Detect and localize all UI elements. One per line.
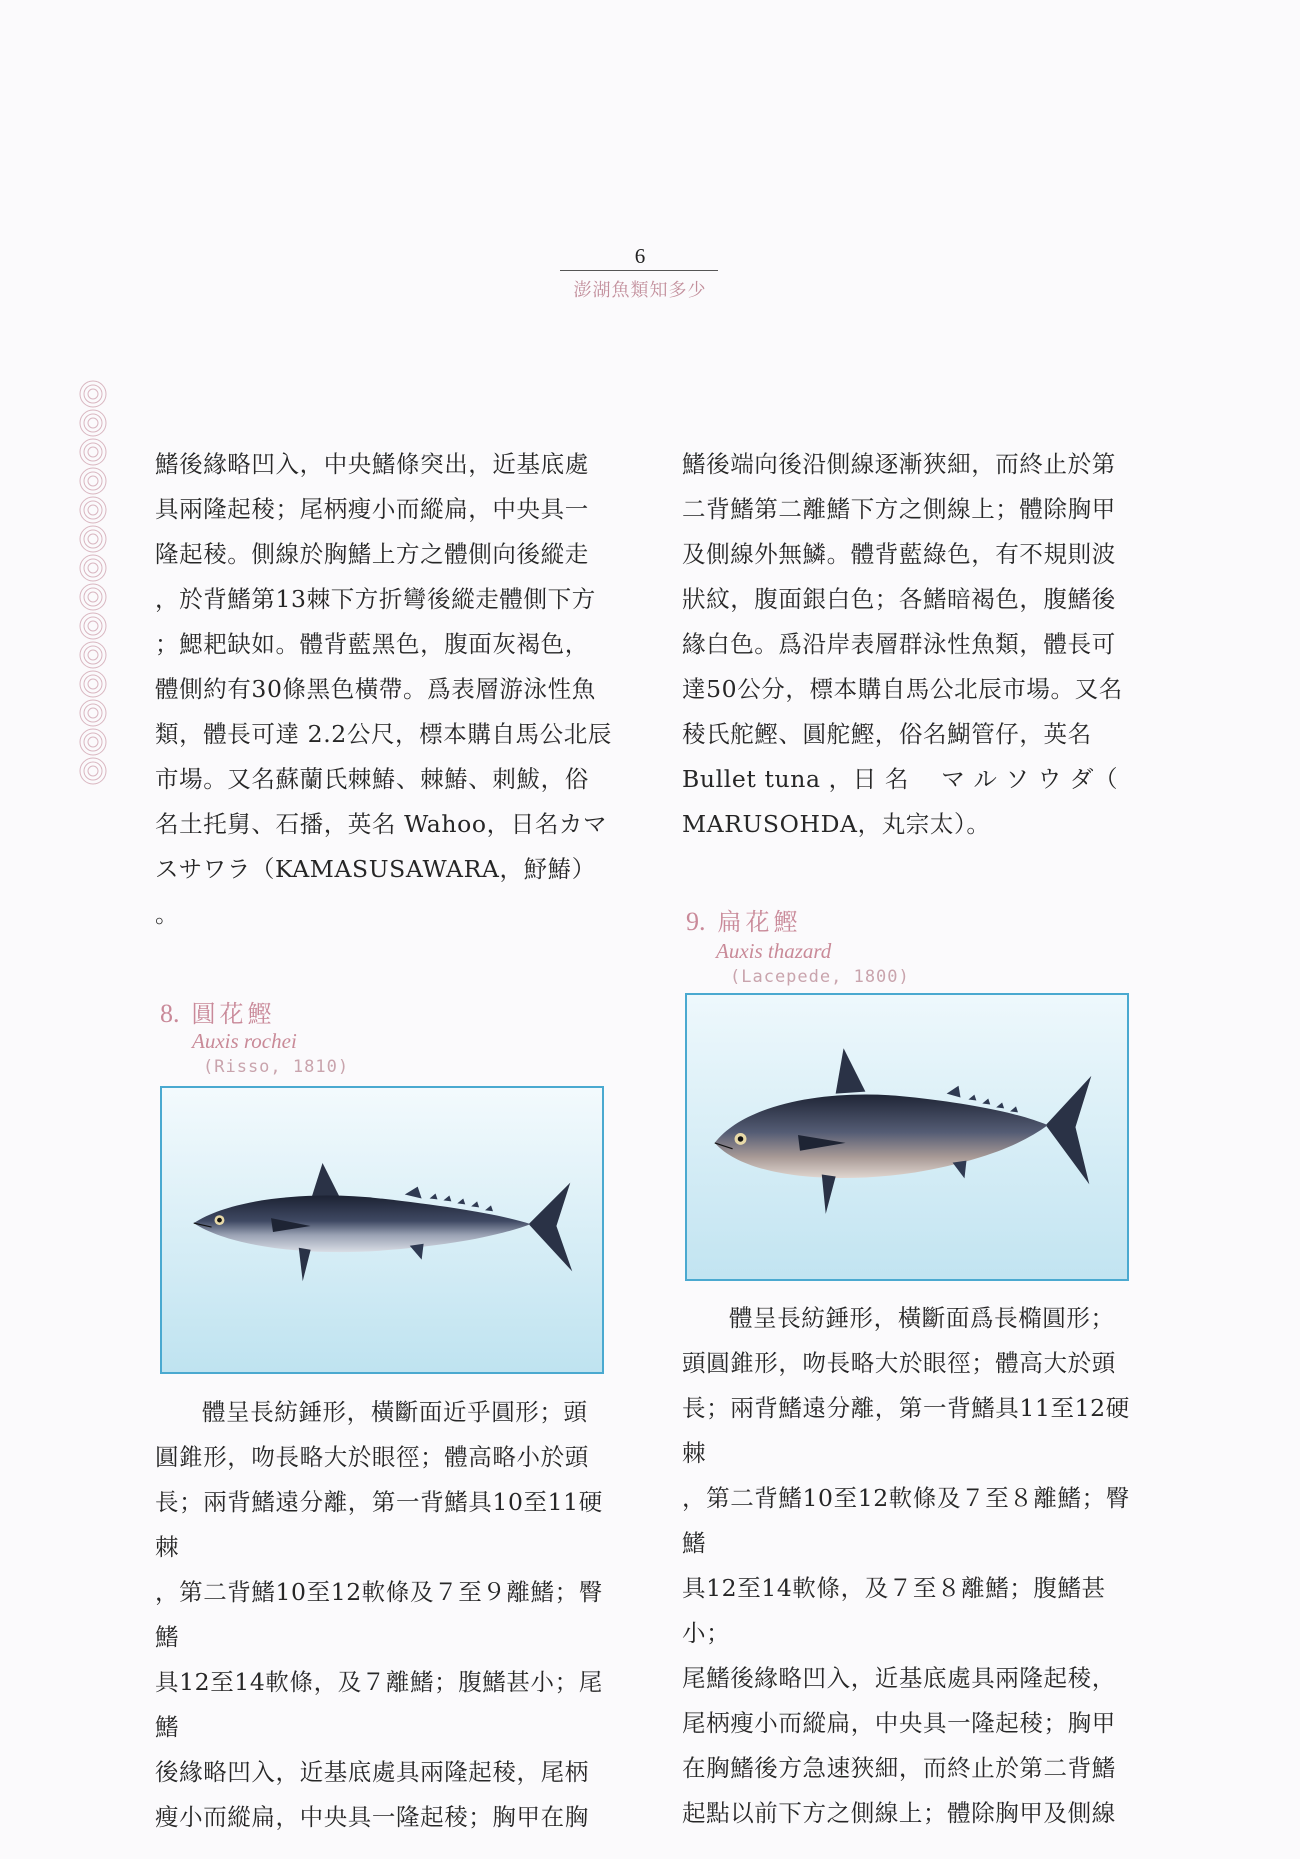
- book-title: 澎湖魚類知多少: [573, 280, 707, 301]
- left-column-top-text-block: [155, 442, 615, 937]
- species-authority: (Lacepede, 1800): [730, 967, 910, 987]
- fish-photo-icon: [162, 1088, 602, 1372]
- species-heading-9: [686, 902, 802, 937]
- body-paragraph: 體呈長紡錘形，橫斷面爲長橢圓形； 頭圓錐形，吻長略大於眼徑；體高大於頭 長；兩背鰭遠分離，第一背鰭具11至12硬棘 ，第二背鰭10至12軟條及７至８離鰭；臀鰭 具12至14軟條，及７至８離鰭；腹鰭甚小； 尾鰭後緣略凹入，近基底處具兩隆起稜， 尾柄瘦小而縱扁，中央具一隆起稜；胸甲 在胸鰭後方急速狹細，而終止於第二背鰭 起點以前下方之側線上；體除胸甲及側線: [682, 1304, 1130, 1827]
- body-paragraph: 鰭後緣略凹入，中央鰭條突出，近基底處 具兩隆起稜；尾柄瘦小而縱扁，中央具一 隆起稜。側線於胸鰭上方之體側向後縱走 ，於背鰭第13棘下方折彎後縱走體側下方 ；鰓耙缺如。體背藍黑色，腹面灰褐色， 體側約有30條黑色橫帶。爲表層游泳性魚 類，體長可達 2.2公尺，標本購自馬公北辰 市場。又名蘇蘭氏棘鰆、棘鰆、刺鮁，俗 名土托舅、石播，英名 Wahoo，日名カマ スサワラ（KAMASUSAWARA，魣鰆） 。: [155, 450, 612, 928]
- species-authority: (Risso, 1810): [203, 1057, 350, 1077]
- species-chinese-name: 扁花鰹: [717, 908, 802, 936]
- left-column-bottom-text-block: [155, 1390, 615, 1840]
- species-number: 9.: [686, 907, 706, 936]
- right-column-top-text-block: [682, 442, 1142, 847]
- body-paragraph: 鰭後端向後沿側線逐漸狹細，而終止於第 二背鰭第二離鰭下方之側線上；體除胸甲 及側線外無鱗。體背藍綠色，有不規則波 狀紋，腹面銀白色；各鰭暗褐色，腹鰭後 緣白色。爲沿岸表層群泳性魚類，體長可 達50公分，標本購自馬公北辰市場。又名 稜氏舵鰹、圓舵鰹，俗名鰗管仔，英名 Bullet tuna ，日 名 マ ル ソ ウ ダ（ MARUSOHDA，丸宗太）。: [682, 450, 1123, 838]
- rosette-chain-ornament-icon: [74, 380, 112, 800]
- fish-auxis-rochei-photo: [160, 1086, 604, 1374]
- species-number: 8.: [160, 999, 180, 1028]
- species-scientific-name: Auxis thazard: [716, 939, 832, 963]
- species-chinese-name: 圓花鰹: [191, 1000, 276, 1028]
- species-heading-8: [160, 994, 276, 1029]
- page-number: 6: [634, 244, 646, 268]
- fish-photo-icon: [687, 995, 1127, 1279]
- body-paragraph: 體呈長紡錘形，橫斷面近乎圓形；頭 圓錐形，吻長略大於眼徑；體高略小於頭 長；兩背鰭遠分離，第一背鰭具10至11硬棘 ，第二背鰭10至12軟條及７至９離鰭；臀鰭 具12至14軟條，及７離鰭；腹鰭甚小；尾鰭 後緣略凹入，近基底處具兩隆起稜，尾柄 瘦小而縱扁，中央具一隆起稜；胸甲在胸: [155, 1398, 603, 1831]
- fish-auxis-thazard-photo: [685, 993, 1129, 1281]
- species-scientific-name: Auxis rochei: [192, 1029, 297, 1053]
- header-rule: [560, 270, 718, 271]
- right-column-bottom-text-block: [682, 1296, 1142, 1836]
